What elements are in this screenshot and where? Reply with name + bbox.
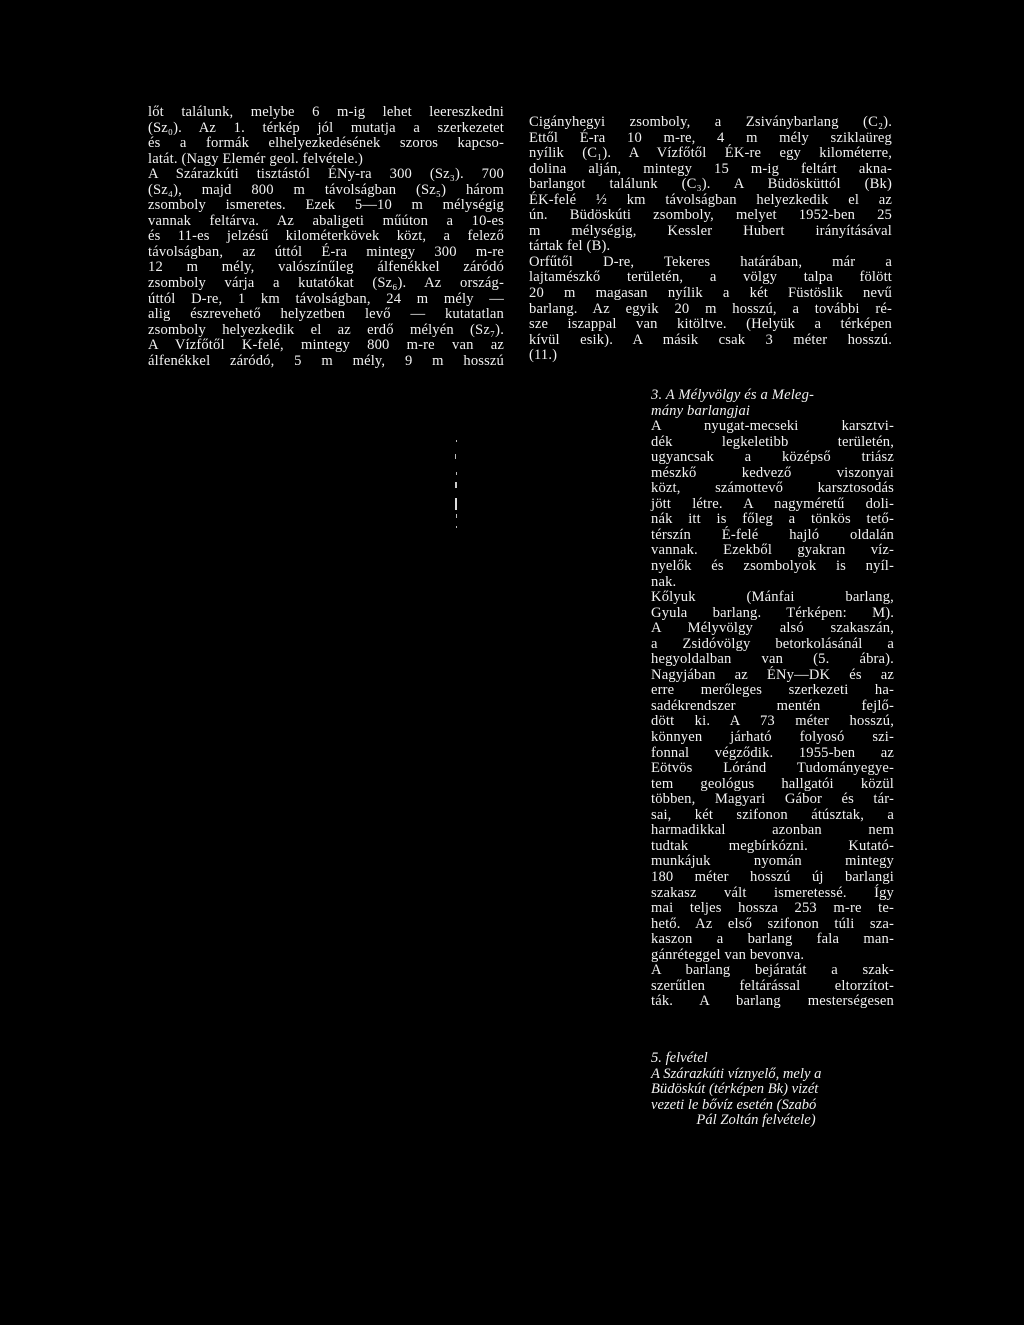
text-line: barlangot találunk (C₃). A Büdösküttól (Bk) (529, 176, 892, 193)
text-line: alig észrevehető helyzetben levő — kutatatlan (148, 306, 504, 323)
text-line: A nyugat-mecseki karsztvi- (651, 418, 894, 435)
text-line: távolságban, az úttól É-ra mintegy 300 m-re (148, 243, 504, 260)
text-line: dött ki. A 73 méter hosszú, (651, 713, 894, 730)
text-line: nák itt is főleg a tönkös tető- (651, 511, 894, 528)
text-line: A Szárazkúti tisztástól ÉNy-ra 300 (Sz₃). 700 (148, 166, 504, 183)
text-line: (Sz₄), majd 800 m távolságban (Sz₅) három (148, 181, 504, 198)
text-line: A Mélyvölgy alsó szakaszán, (651, 620, 894, 637)
text-line: és a formák elhelyezkedésének szoros kapcso- (148, 135, 504, 152)
text-line: (Sz₀). Az 1. térkép jól mutatja a szerkezetet (148, 119, 504, 136)
caption-line: A Szárazkúti víznyelő, mely a (651, 1065, 822, 1082)
section-heading: 3. A Mélyvölgy és a Meleg- (651, 387, 815, 403)
text-line: sadékrendszer mentén fejlő- (651, 697, 894, 714)
text-line: tártak fel (B). (529, 238, 611, 255)
text-line: (11.) (529, 347, 558, 364)
text-column-narrow (651, 388, 894, 1010)
text-line: Kőlyuk (Mánfai barlang, (651, 589, 894, 606)
text-line: térszín É-felé hajló oldalán (651, 526, 894, 543)
caption-line: Büdöskút (térképen Bk) vizét (651, 1081, 819, 1098)
text-line: vannak. Ezekből gyakran víz- (651, 542, 894, 559)
text-line: nak. (651, 573, 677, 590)
text-line: gánréteggel van bevonva. (651, 946, 805, 963)
text-line: ÉK-felé ½ km távolságban helyezkedik el az (529, 191, 892, 208)
text-line: Gyula barlang. Térképen: M). (651, 604, 894, 621)
text-line: A barlang bejáratát a szak- (651, 962, 894, 979)
text-line: nyílik (C₁). A Vízfőtől ÉK-re egy kilométerre, (529, 145, 892, 162)
text-line: Cigányhegyi zsomboly, a Zsiványbarlang (C₂). (529, 114, 892, 130)
text-line: barlang. Az egyik 20 m hosszú, a további ré- (529, 300, 892, 317)
text-line: zsomboly helyezkedik el az erdő mélyén (Sz₇). (148, 321, 504, 338)
text-line: szakasz vált ismeretessé. Így (651, 884, 894, 901)
section-heading-cont: mány barlangjai (651, 402, 751, 419)
text-line: tem geológus hallgatói közül (651, 775, 894, 792)
text-line: zsomboly ismeretes. Ezek 5—10 m mélységig (148, 197, 504, 214)
text-line: Nagyjában az ÉNy—DK és az (651, 666, 894, 683)
text-line: dolina alján, mintegy 15 m-ig feltárt akna- (529, 160, 892, 177)
text-line: többen, Magyari Gábor és tár- (651, 791, 894, 808)
text-line: álfenékkel záródó, 5 m mély, 9 m hosszú (148, 352, 504, 369)
photo-caption (651, 1051, 901, 1129)
text-line: nyelők és zsombolyok is nyíl- (651, 558, 894, 575)
text-line: Eötvös Lóránd Tudományegye- (651, 760, 894, 777)
text-line: 20 m magasan nyílik a két Füstöslik nevű (529, 285, 892, 302)
text-line: 12 m mély, valószínűleg álfenékkel záródó (148, 259, 504, 276)
text-line: 180 méter hosszú új barlangi (651, 868, 894, 885)
text-line: a Zsidóvölgy betorkolásánál a (651, 635, 894, 652)
text-line: mai teljes hossza 253 m-re te- (651, 900, 894, 917)
text-line: hegyoldalban van (5. ábra). (651, 651, 894, 668)
text-line: Ettől É-ra 10 m-re, 4 m mély sziklaüreg (529, 129, 892, 146)
text-line: latát. (Nagy Elemér geol. felvétele.) (148, 150, 364, 167)
text-line: fonnal végződik. 1955-ben az (651, 744, 894, 761)
caption-line: Pál Zoltán felvétele) (696, 1112, 816, 1129)
text-line: zsomboly várja a kutatókat (Sz₆). Az ország- (148, 275, 504, 292)
caption-label: 5. felvétel (651, 1050, 708, 1066)
text-line: sze iszappal van kitöltve. (Helyük a térképen (529, 316, 892, 333)
text-line: Orfűtől D-re, Tekeres határában, már a (529, 253, 892, 270)
text-line: lajtamészkő területén, a völgy talpa fölött (529, 269, 892, 286)
text-line: m mélységig, Kessler Hubert irányításával (529, 222, 892, 239)
text-line: jött létre. A nagyméretű doli- (651, 495, 894, 512)
text-line: és 11-es jelzésű kilométerkövek közt, a felező (148, 228, 504, 245)
text-line: erre merőleges szerkezeti ha- (651, 682, 894, 699)
text-line: kaszon a barlang fala man- (651, 931, 894, 948)
text-line: kívül esik). A másik csak 3 méter hosszú. (529, 331, 892, 348)
text-line: sai, két szifonon átúsztak, a (651, 806, 894, 823)
text-line: hető. Az első szifonon túli sza- (651, 915, 894, 932)
scan-specks (452, 440, 462, 540)
caption-line: vezeti le bővíz esetén (Szabó (651, 1096, 817, 1113)
text-line: mészkő kedvező viszonyai (651, 464, 894, 481)
text-line: tudtak megbírkózni. Kutató- (651, 837, 894, 854)
text-line: ugyancsak a középső triász (651, 449, 894, 466)
text-line: vannak feltárva. Az abaligeti műúton a 10-es (148, 212, 504, 229)
text-column-right (529, 115, 892, 364)
text-line: munkájuk nyomán mintegy (651, 853, 894, 870)
text-line: szerűtlen feltárással eltorzítot- (651, 977, 894, 994)
text-line: harmadikkal azonban nem (651, 822, 894, 839)
text-line: ták. A barlang mesterségesen (651, 993, 894, 1010)
text-column-left (148, 105, 504, 369)
text-line: közt, számottevő karsztosodás (651, 480, 894, 497)
text-line: dék legkeletibb területén, (651, 433, 894, 450)
text-line: A Vízfőtől K-felé, mintegy 800 m-re van az (148, 337, 504, 354)
text-line: lőt találunk, melybe 6 m-ig lehet leereszkedni (148, 104, 504, 120)
text-line: úttól D-re, 1 km távolságban, 24 m mély — (148, 290, 504, 307)
text-line: könnyen járható folyosó szi- (651, 729, 894, 746)
text-line: ún. Büdöskúti zsomboly, melyet 1952-ben 25 (529, 207, 892, 224)
